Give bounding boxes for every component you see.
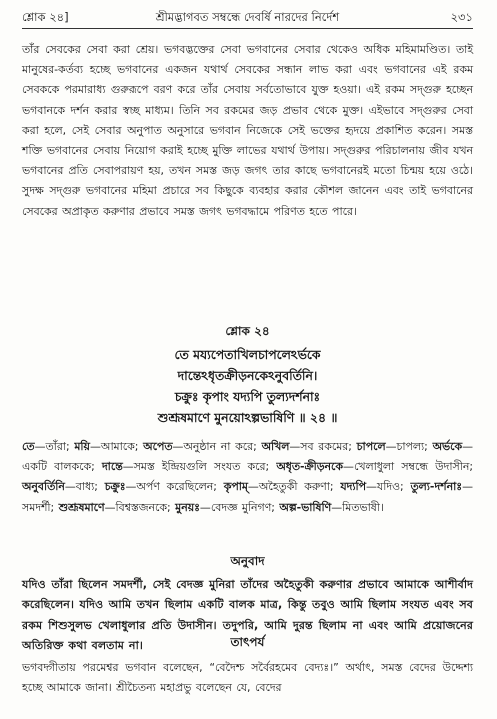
synonym-meaning: —খেলাধুলা সম্বন্ধে উদাসীন; — [343, 460, 473, 474]
synonym-meaning: —সমস্ত ইন্দ্রিয়গুলি সংযত করে; — [122, 460, 277, 474]
verse-line: দান্তেঽধৃতক্রীড়নকেঽনুবর্তিনি। — [177, 368, 318, 383]
header-verse-ref: শ্লোক ২৪] — [22, 10, 69, 24]
synonym-word: ময়ি — [74, 440, 90, 453]
synonym-word: অল্প-ভাষিণি — [279, 500, 332, 514]
header-rule — [22, 28, 473, 29]
synonym-meaning: —বিশ্বস্তজনকে; — [104, 500, 176, 514]
synonym-meaning: —তাঁরা; — [34, 440, 75, 453]
synonym-meaning: —মিতভাষী। — [331, 500, 384, 514]
word-for-word-synonyms — [22, 437, 473, 518]
verse-line: চক্রুঃ কৃপাং যদ্যপি তুল্যদর্শনাঃ — [174, 389, 321, 404]
synonym-word: দান্তে — [101, 460, 123, 474]
synonym-meaning: —বাধ্য; — [64, 480, 105, 494]
header-chapter-title: শ্রীমদ্ভাগবত সম্বন্ধে দেবর্ষি নারদের নির্দেশ — [155, 10, 340, 24]
synonym-meaning: —অহৈতুকী করুণা; — [247, 480, 341, 494]
synonym-meaning: —বেদজ্ঞ মুনিগণ; — [199, 500, 280, 514]
purport-text: ভগবদ্গীতায় পরমেশ্বর ভগবান বলেছেন, “বেদৈশ্চ সর্বৈরহমেব বেদ্যঃ।” অর্থাৎ, সমস্ত বেদের উদ্দেশ্য হচ্ছে আমাকে জানা। শ্রীচৈতন্য মহাপ্রভু বলেছেন যে, বেদের — [22, 661, 473, 695]
synonym-meaning: —যদিও; — [366, 480, 411, 494]
page-number: ২৩১ — [450, 10, 473, 24]
synonym-word: অর্ভকে — [432, 440, 463, 453]
synonym-word: তে — [22, 440, 35, 453]
synonym-word: অখিল — [261, 440, 290, 453]
sloka-heading: শ্লোক ২৪ — [225, 324, 270, 338]
synonym-meaning: —আমাকে; — [89, 440, 144, 453]
synonym-word: মুনয়ঃ — [175, 500, 200, 514]
purport-heading: তাৎপর্য — [230, 635, 265, 649]
synonym-meaning: —সব রকমের; — [289, 440, 357, 453]
synonym-word: তুল্য-দর্শনাঃ — [410, 480, 463, 494]
synonym-meaning: —অর্পণ করেছিলেন; — [125, 480, 224, 494]
verse-line: শুশ্রূষমাণে মুনয়োঽল্পভাষিণি ॥ ২৪ ॥ — [157, 410, 338, 425]
synonym-meaning: —অনুষ্ঠান না করে; — [172, 440, 262, 453]
synonym-meaning: —চাপল্য; — [385, 440, 433, 453]
synonym-word: চাপলে — [356, 440, 386, 453]
synonym-word: অপেত — [143, 440, 173, 453]
synonym-word: অনুবর্তিনি — [22, 480, 65, 494]
translation-heading: অনুবাদ — [230, 554, 265, 568]
sanskrit-verse — [22, 344, 473, 428]
running-header — [22, 8, 473, 26]
synonym-word: কৃপাম্ — [223, 480, 248, 494]
verse-line: তে ময্যপেতাখিলচাপলেঽর্ভকে — [174, 347, 321, 362]
synonym-word: যদ্যপি — [340, 480, 367, 494]
purport-continuation: তাঁর সেবকের সেবা করা শ্রেয়। ভগবদ্ভক্তের সেবা ভগবানের সেবার থেকেও অধিক মহিমামণ্ডিত। তাই মানুষের-কর্তব্য হচ্ছে ভগবানের একজন যথার্থ সেবকের সন্ধান লাভ করা এবং ভগবানের এই রকম সেবককে পরমারাধ্য গুরুরূপে বরণ করে তাঁর সেবায় সর্বতোভাবে যুক্ত হওয়া। এই রকম সদ্গুরু হচ্ছেন ভগবানকে দর্শন করার স্বচ্ছ মাধ্যম। তিনি সব রকমের জড় প্রভাব থেকে মুক্ত। এইভাবে সদ্গুরুর সেবা করা হলে, সেই সেবার অনুপাত অনুসারে ভগবান নিজেকে সেই ভক্তের হৃদয়ে প্রকাশিত করেন। সমস্ত শক্তি ভগবানের সেবায় নিয়োগ করাই হচ্ছে মুক্তি লাভের যথার্থ উপায়। সদ্গুরুর পরিচালনায় জীব যখন ভগবানের প্রতি সেবাপরায়ণ হয়, তখন সমস্ত জড় জগৎ তার কাছে ভগবানেরই মতো চিন্ময় হয়ে ওঠে। সুদক্ষ সদ্গুরু ভগবানের মহিমা প্রচারে সব কিছুকে ব্যবহার করার কৌশল জানেন এবং তাই ভগবানের সেবকের অপ্রাকৃত করুণার প্রভাবে সমস্ত জগৎ ভগবদ্ধামে পরিণত হতে পারে। — [22, 43, 473, 218]
synonym-meaning: —সমদর্শী; — [22, 480, 473, 514]
synonym-word: শুশ্রূষমাণে — [58, 500, 105, 514]
translation-text: যদিও তাঁরা ছিলেন সমদর্শী, সেই বেদজ্ঞ মুনিরা তাঁদের অহৈতুকী করুণার প্রভাবে আমাকে আশীর্বাদ করেছিলেন। যদিও আমি তখন ছিলাম একটি বালক মাত্র, কিন্তু তবুও আমি ছিলাম সংযত এবং সব রকম শিশুসুলভ খেলাধুলার প্রতি উদাসীন। তদুপরি, আমি দুরন্ত ছিলাম না এবং আমি প্রয়োজনের অতিরিক্ত কথা বলতাম না। — [22, 578, 473, 653]
synonym-word: চক্রুঃ — [104, 480, 126, 494]
synonym-meaning: —একটি বালককে; — [22, 440, 474, 474]
synonym-word: অধৃত-ক্রীড়নকে — [276, 460, 344, 474]
